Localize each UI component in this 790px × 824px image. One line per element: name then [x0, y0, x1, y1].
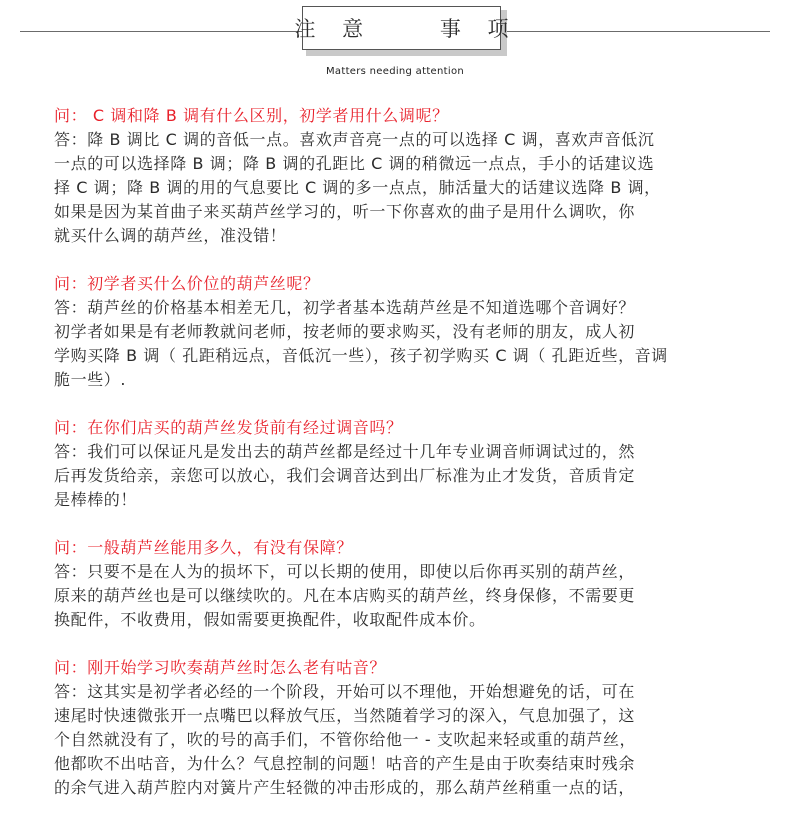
title-box — [294, 6, 519, 50]
faq-answer-line: 他都吹不出咕音，为什么？气息控制的问题！咕音的产生是由于吹奏结束时残余 — [54, 754, 636, 773]
faq-answer-line: 后再发货给亲，亲您可以放心，我们会调音达到出厂标准为止才发货，音质肯定 — [54, 466, 636, 485]
faq-answer-line: 换配件，不收费用，假如需要更换配件，收取配件成本价。 — [54, 610, 486, 629]
faq-answer-line: 速尾时快速微张开一点嘴巴以释放气压，当然随着学习的深入，气息加强了，这 — [54, 706, 636, 725]
faq-answer-line: 就买什么调的葫芦丝，准没错！ — [54, 226, 287, 245]
faq-item — [54, 272, 764, 392]
faq-answer-line: 个自然就没有了，吹的号的高手们，不管你给他一 - 支吹起来轻或重的葫芦丝， — [54, 730, 637, 749]
faq-answer-line: 的余气进入葫芦腔内对簧片产生轻微的冲击形成的，那么葫芦丝稍重一点的话， — [54, 778, 636, 797]
faq-answer-line: 如果是因为某首曲子来买葫芦丝学习的，听一下你喜欢的曲子是用什么调吹，你 — [54, 202, 636, 221]
faq-answer-line: 原来的葫芦丝也是可以继续吹的。凡在本店购买的葫芦丝，终身保修，不需要更 — [54, 586, 636, 605]
faq-answer-line: 答：降 B 调比 C 调的音低一点。喜欢声音亮一点的可以选择 C 调，喜欢声音低沉 — [54, 130, 655, 149]
faq-answer-line: 一点的可以选择降 B 调；降 B 调的孔距比 C 调的稍微远一点点，手小的话建议选 — [54, 154, 655, 173]
page-subtitle: Matters needing attention — [326, 66, 464, 77]
faq-answer-line: 择 C 调；降 B 调的用的气息要比 C 调的多一点点，肺活量大的话建议选降 B 调， — [54, 178, 661, 197]
page-title: 注 意 事 项 — [294, 17, 519, 41]
faq-answer-line: 答：葫芦丝的价格基本相差无几，初学者基本选葫芦丝是不知道选哪个音调好？ — [54, 298, 636, 317]
faq-question: 问：初学者买什么价位的葫芦丝呢？ — [54, 274, 320, 293]
faq-question: 问：刚开始学习吹奏葫芦丝时怎么老有咕音？ — [54, 658, 387, 677]
faq-question: 问：一般葫芦丝能用多久，有没有保障？ — [54, 538, 353, 557]
faq-item — [54, 536, 764, 632]
faq-answer-line: 是棒棒的！ — [54, 490, 138, 509]
faq-answer-line: 答：只要不是在人为的损坏下，可以长期的使用，即使以后你再买别的葫芦丝， — [54, 562, 636, 581]
faq-answer-line: 答：这其实是初学者必经的一个阶段，开始可以不理他，开始想避免的话，可在 — [54, 682, 636, 701]
header-divider-right — [507, 31, 770, 32]
faq-item — [54, 104, 764, 248]
faq-question: 问：在你们店买的葫芦丝发货前有经过调音吗？ — [54, 418, 403, 437]
faq-answer-line: 答：我们可以保证凡是发出去的葫芦丝都是经过十几年专业调音师调试过的，然 — [54, 442, 636, 461]
header — [0, 0, 790, 90]
faq-answer-line: 脆一些）. — [54, 370, 127, 389]
faq-question: 问： C 调和降 B 调有什么区别，初学者用什么调呢？ — [54, 106, 449, 125]
faq-item — [54, 416, 764, 512]
header-divider-left — [20, 31, 303, 32]
faq-content — [54, 104, 764, 824]
faq-answer-line: 初学者如果是有老师教就问老师，按老师的要求购买，没有老师的朋友，成人初 — [54, 322, 636, 341]
faq-item — [54, 656, 764, 800]
faq-answer-line: 学购买降 B 调（ 孔距稍远点，音低沉一些），孩子初学购买 C 调（ 孔距近些，音调 — [54, 346, 668, 365]
